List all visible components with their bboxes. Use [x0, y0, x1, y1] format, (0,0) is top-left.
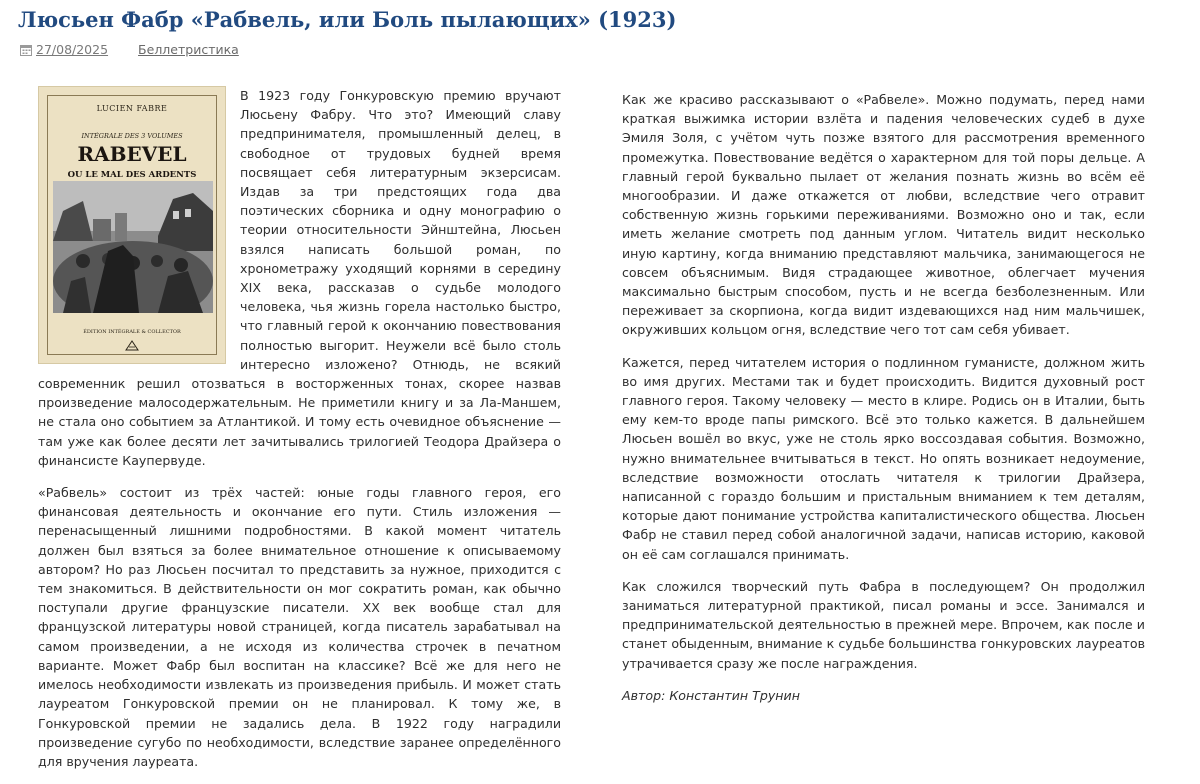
- article-meta: [20, 41, 239, 59]
- cover-subtitle: OU LE MAL DES ARDENTS: [67, 170, 197, 180]
- article-column-left: [38, 86, 561, 784]
- cover-illustration: [53, 181, 213, 313]
- cover-edition: ÉDITION INTÉGRALE & COLLECTOR: [83, 329, 181, 335]
- cover-title: RABEVEL: [77, 142, 187, 166]
- paragraph: «Рабвель» состоит из трёх частей: юные годы главного героя, его финансовая деятельность и окончание его пути. Стиль изложения — перенасыщенный лишними подробностями. В какой момент читатель должен был взяться за более внимательное отношение к описываемому автором? Но раз Люсьен посчитал то представить за нужное, приходится с тем знакомиться. В действительности он мог сократить роман, как обычно поступали другие французские писатели. XX век вообще стал для французской литературы новой страницей, когда писатель зарабатывал на самом произведении, а не исходя из количества строчек в печатном варианте. Может Фабр был воспитан на классике? Всё же для него не имелось необходимости извлекать из произведения прибыль. И может стать лауреатом Гонкуровской премии он не планировал. К тому же, в Гонкуровской премии не задались дела. В 1922 году наградили произведение сугубо по необходимости, вследствие заранее определённого для вручения лауреата.: [38, 485, 561, 769]
- author-credit: Автор: Константин Трунин: [622, 687, 800, 703]
- calendar-icon: [20, 44, 32, 56]
- category-link[interactable]: Беллетристика: [138, 42, 239, 57]
- book-cover-image: [38, 86, 226, 364]
- article-column-right: [622, 90, 1145, 718]
- paragraph: Кажется, перед читателем история о подлинном гуманисте, должном жить во имя других. Местами так и будет происходить. Видится духовный рост главного героя. Такому человеку — место в клире. Родись он в Италии, быть ему кем-то вроде папы римского. Всё это только кажется. В дальнейшем Люсьен вошёл во вкус, уже не столь ярко воссоздавая события. Возможно, нужно внимательнее вчитываться в текст. Но опять возникает недоумение, вследствие возможности отослать читателя к трилогии Драйзера, написанной с гораздо большим и пристальным вниманием к тем деталям, которые дают понимание устройства капиталистического общества. Люсьен Фабр не ставил перед собой аналогичной задачи, написав историю, каковой он её сам соглашался принимать.: [622, 354, 1145, 562]
- post-date-link[interactable]: [20, 41, 108, 59]
- paragraph: Как же красиво рассказывают о «Рабвеле». Можно подумать, перед нами краткая выжимка истории взлёта и падения человеческих судеб в духе Эмиля Золя, с учётом чуть позже взятого для рассмотрения временного промежутка. Повествование ведётся о характерном для той поры дельце. А главный герой буквально пылает от желания познать жизнь во всём её многообразии. И даже откажется от любви, вследствие чего отравит собственную жизнь горькими переживаниями. Возможно оно и так, если иметь желание смотреть под данным углом. Читатель видит несколько иную картину, когда вниманию представляют мальчика, занимающегося не совсем объяснимым. Видя страдающее животное, облегчает мучения максимально быстрым способом, пусть и не всегда безболезненным. Или переживает за скорпиона, когда видит издевающихся над ним мальчишек, окруживших кольцом огня, вследствие чего тот сам себя убивает.: [622, 92, 1145, 338]
- cover-author: LUCIEN FABRE: [96, 104, 168, 113]
- paragraph: Как сложился творческий путь Фабра в последующем? Он продолжил заниматься литературной практикой, писал романы и эссе. Занимался и предпринимательской деятельностью в прежней мере. Впрочем, как после и станет обыденным, внимание к судьбе большинства гонкуровских лауреатов утрачивается сразу же после награждения.: [622, 578, 1145, 671]
- cover-volumes: INTÉGRALE DES 3 VOLUMES: [81, 132, 183, 140]
- post-date: 27/08/2025: [36, 42, 109, 57]
- article-title[interactable]: Люсьен Фабр «Рабвель, или Боль пылающих» (1923): [18, 7, 677, 32]
- publisher-logo-icon: [125, 339, 139, 351]
- paragraph: В 1923 году Гонкуровскую премию вручают Люсьену Фабру. Что это? Имеющий славу предпринимателя, промышленный делец, в свободное от трудовых будней время посвящает себя литературным экзерсисам. Издав за три предстоящих года два поэтических сборника и одну монографию о теории относительности Эйнштейна, Люсьен взялся написать большой роман, по хронометражу уходящий корнями в середину XIX века, рассказав о судьбе молодого человека, чья жизнь горела настолько быстро, что главный герой к окончанию повествования полностью выгорит. Неужели всё было столь интересно изложено? Отнюдь, не всякий современник решил отозваться в восторженных тонах, скорее назвав произведение малосодержательным. Не приметили книгу и за Ла-Маншем, не стала оно событием за Атлантикой. И тому есть очевидное объяснение — там уже как более десяти лет зачитывались трилогией Теодора Драйзера о финансисте Каупервуде.: [38, 88, 561, 468]
